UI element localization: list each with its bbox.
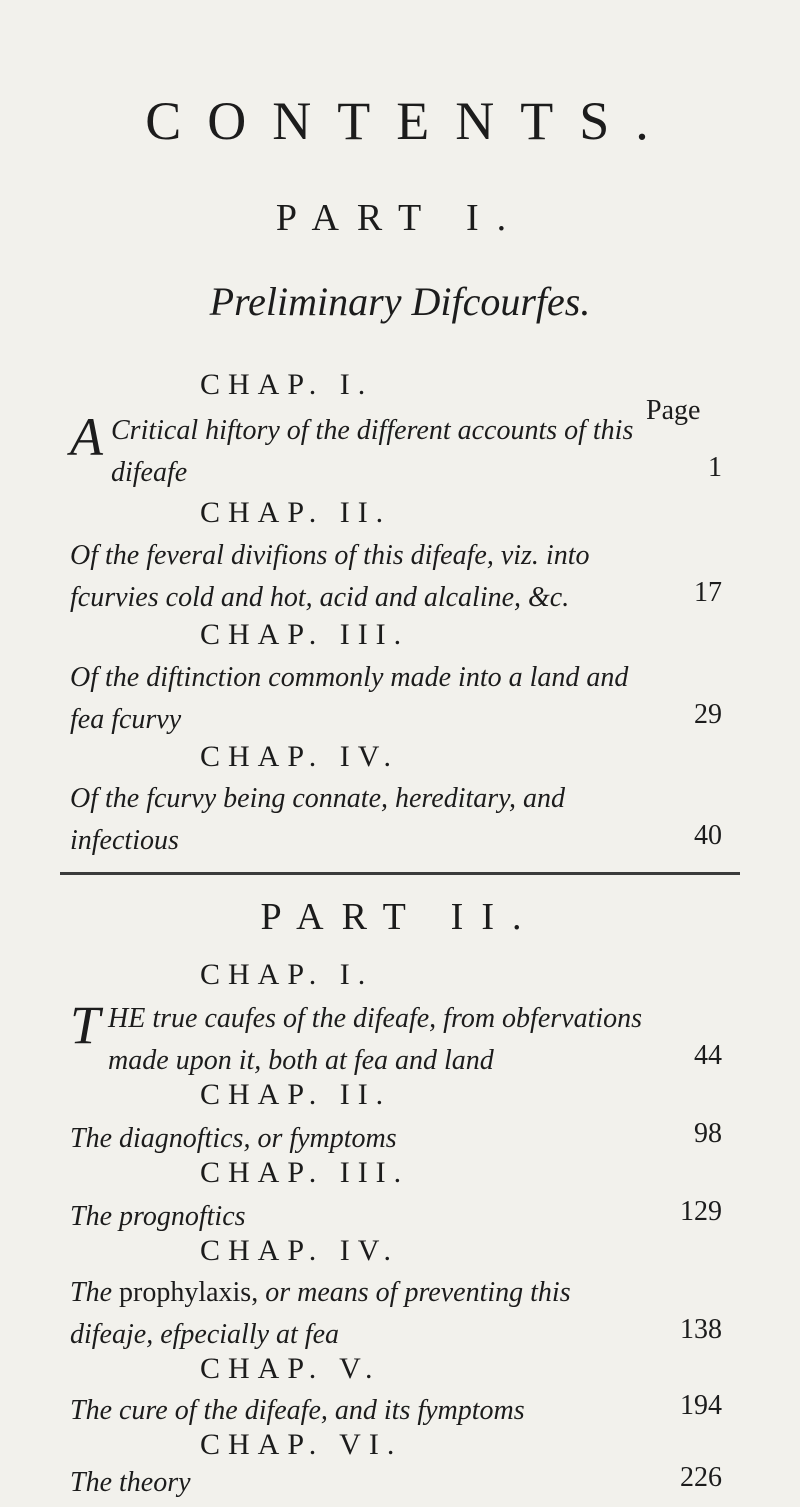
chapter-heading: CHAP. I. <box>200 958 374 991</box>
chapter-heading: CHAP. IV. <box>200 740 399 773</box>
chapter-heading: CHAP. III. <box>200 1156 410 1189</box>
section-divider <box>60 872 740 875</box>
entry-text: Of the diftinction commonly made into a land and fea fcurvy <box>70 662 629 735</box>
page-number: 40 <box>694 820 722 851</box>
page-number: 98 <box>694 1118 722 1149</box>
page-title: CONTENTS. <box>145 91 675 151</box>
part-two-heading: PART II. <box>260 896 540 938</box>
chapter-heading: CHAP. II. <box>200 496 392 529</box>
entry-text: The theory <box>70 1467 191 1498</box>
toc-entry <box>70 995 650 1082</box>
entry-text: Of the feveral divifions of this difeafe, viz. into fcurvies cold and hot, acid and alcaline, &c. <box>70 540 590 613</box>
chapter-heading: CHAP. V. <box>200 1352 381 1385</box>
page-number: 17 <box>694 577 722 608</box>
chapter-heading: CHAP. VI. <box>200 1428 403 1461</box>
chapter-heading: CHAP. I. <box>200 368 374 401</box>
toc-entry <box>70 1462 650 1504</box>
page-number: 44 <box>694 1040 722 1071</box>
entry-text: Of the fcurvy being connate, hereditary, and infectious <box>70 783 566 856</box>
toc-entry <box>70 1196 650 1238</box>
page-number: 226 <box>680 1462 722 1493</box>
entry-text-roman: prophylaxis, <box>119 1277 259 1308</box>
page-number: 138 <box>680 1314 722 1345</box>
page-number: 29 <box>694 699 722 730</box>
entry-text-c: or means of preventing this difeaje, efpecially at fea <box>70 1277 571 1350</box>
page-number: 194 <box>680 1390 722 1421</box>
toc-entry <box>70 1390 650 1432</box>
drop-cap: A <box>70 407 103 467</box>
entry-text: The diagnoftics, or fymptoms <box>70 1123 397 1154</box>
chapter-heading: CHAP. IV. <box>200 1234 399 1267</box>
chapter-heading: CHAP. III. <box>200 618 410 651</box>
entry-text: Critical hiftory of the different accounts of this difeafe <box>111 415 634 488</box>
part-one-subtitle: Preliminary Difcourfes. <box>209 279 591 324</box>
part-one-heading: PART I. <box>275 197 525 239</box>
toc-entry <box>70 1118 650 1160</box>
entry-text-a: The <box>70 1277 112 1308</box>
page-number: 129 <box>680 1196 722 1227</box>
toc-entry <box>70 1272 650 1356</box>
entry-text: The cure of the difeafe, and its fymptoms <box>70 1395 525 1426</box>
page-number: 1 <box>708 452 722 483</box>
entry-text: HE true caufes of the difeafe, from obfervations made upon it, both at fea and land <box>108 1003 643 1076</box>
entry-text: The prognoftics <box>70 1201 246 1232</box>
drop-cap: T <box>70 995 101 1055</box>
chapter-heading: CHAP. II. <box>200 1078 392 1111</box>
toc-entry <box>70 778 630 862</box>
page-column-label: Page <box>646 395 701 426</box>
